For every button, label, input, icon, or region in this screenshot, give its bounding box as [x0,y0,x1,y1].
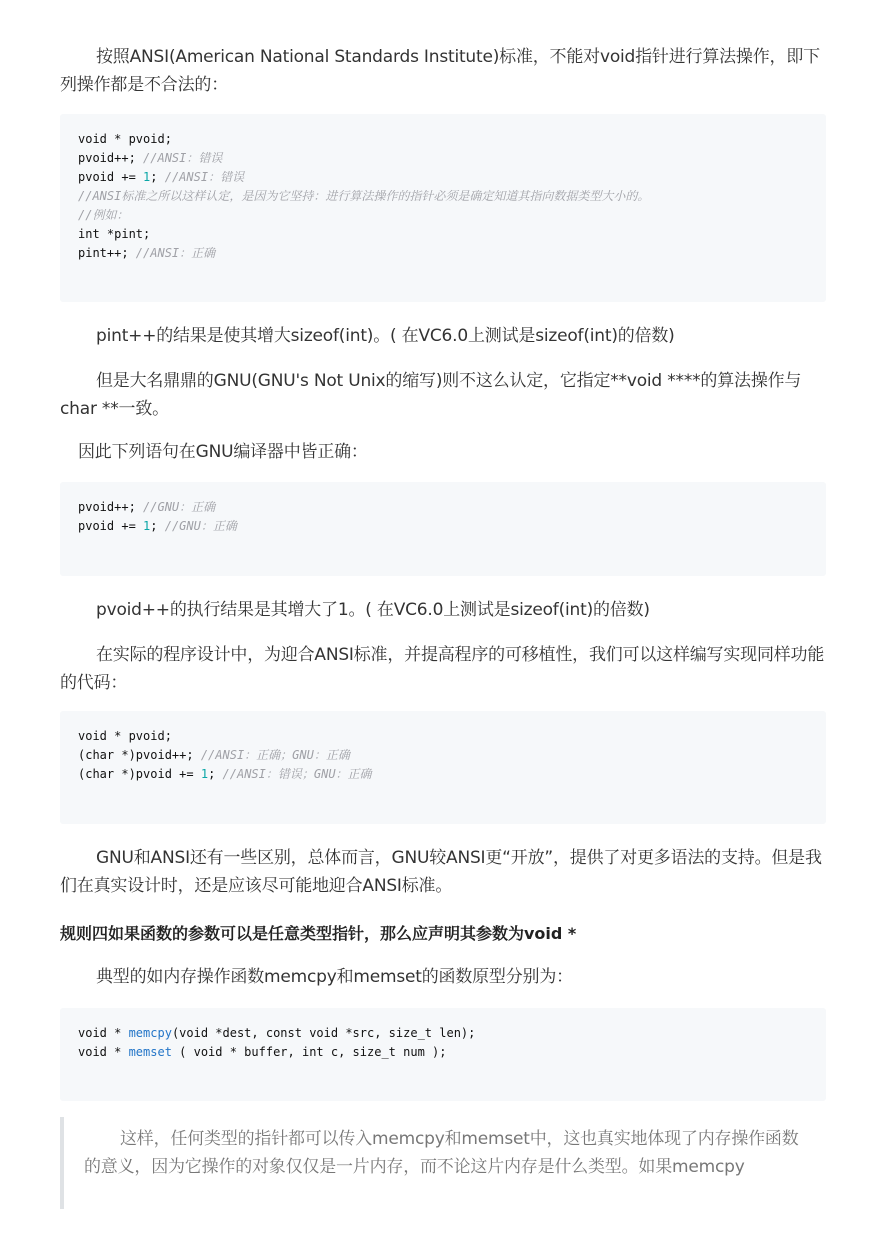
code-line: void * pvoid; [78,132,172,146]
rule-heading: 规则四如果函数的参数可以是任意类型指针，那么应声明其参数为void * [60,924,577,943]
code-line: //ANSI标准之所以这样认定，是因为它坚持：进行算法操作的指针必须是确定知道其指向数据类型大小的。 [78,189,650,203]
code-line: void * pvoid; [78,729,172,743]
paragraph-pvoid-result: pvoid++的执行结果是其增大了1。( 在VC6.0上测试是sizeof(int)的倍数) [96,600,650,620]
code-line: pint++; //ANSI：正确 [78,246,216,260]
paragraph-pint-result: pint++的结果是使其增大sizeof(int)。( 在VC6.0上测试是sizeof(int)的倍数) [96,326,675,346]
paragraph-ansi-void-arithmetic: 按照ANSI(American National Standards Institute)标准，不能对void指针进行算法操作，即下列操作都是不合法的： [60,47,820,95]
paragraph-memcpy-memset: 典型的如内存操作函数memcpy和memset的函数原型分别为： [96,967,573,987]
code-line: int *pint; [78,227,151,241]
code-line: pvoid += 1; //GNU：正确 [78,519,237,533]
code-line: //例如： [78,208,129,222]
paragraph-gnu-correct: 因此下列语句在GNU编译器中皆正确： [78,442,368,462]
code-line: (char *)pvoid += 1; //ANSI：错误；GNU：正确 [78,767,372,781]
code-line: void * memcpy(void *dest, const void *src, size_t len); [78,1026,476,1040]
code-line: pvoid += 1; //ANSI：错误 [78,170,245,184]
paragraph-gnu-ansi-diff: GNU和ANSI还有一些区别，总体而言，GNU较ANSI更“开放”，提供了对更多语法的支持。但是我们在真实设计时，还是应该尽可能地迎合ANSI标准。 [60,848,822,896]
blockquote-text: 这样，任何类型的指针都可以传入memcpy和memset中，这也真实地体现了内存操作函数的意义，因为它操作的对象仅仅是一片内存，而不论这片内存是什么类型。如果memcpy [84,1129,799,1177]
code-block-portable [60,711,826,824]
code-line: pvoid++; //GNU：正确 [78,500,216,514]
code-line: void * memset ( void * buffer, int c, size_t num ); [78,1045,447,1059]
code-block-gnu [60,482,826,576]
code-block-prototypes [60,1008,826,1101]
blockquote [60,1117,826,1209]
paragraph-gnu-intro: 但是大名鼎鼎的GNU(GNU's Not Unix的缩写)则不这么认定，它指定**void ****的算法操作与 char **一致。 [60,371,802,419]
code-block-ansi [60,114,826,302]
code-line: pvoid++; //ANSI：错误 [78,151,223,165]
code-line: (char *)pvoid++; //ANSI：正确；GNU：正确 [78,748,350,762]
paragraph-portability: 在实际的程序设计中，为迎合ANSI标准，并提高程序的可移植性，我们可以这样编写实现同样功能的代码： [60,645,825,693]
